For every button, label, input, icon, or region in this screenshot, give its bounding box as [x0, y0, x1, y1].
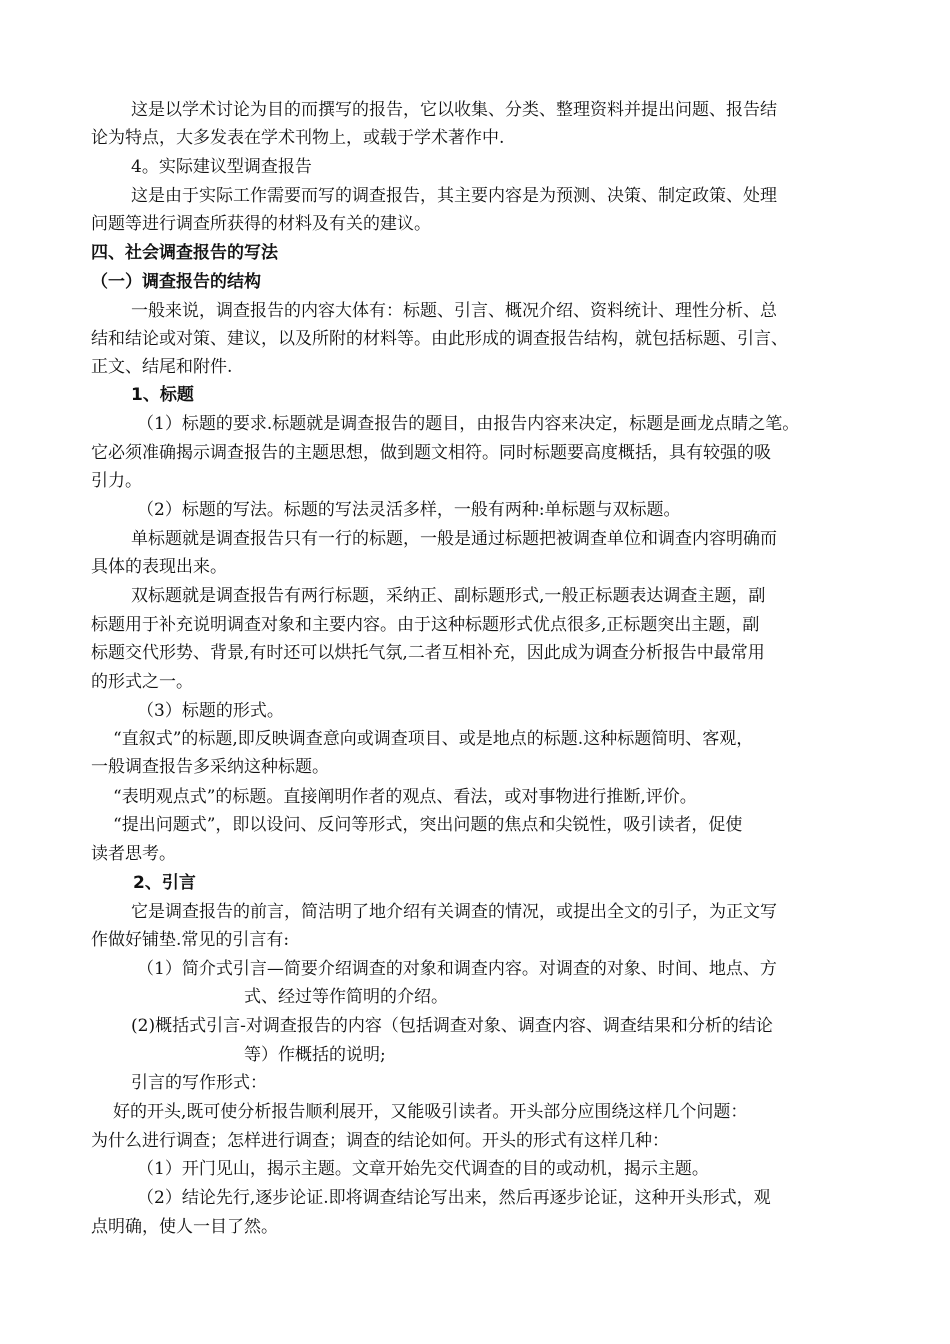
paragraph-line: “提出问题式”，即以设问、反问等形式，突出问题的焦点和尖锐性，吸引读者，促使: [113, 815, 743, 835]
section-heading: 四、社会调查报告的写法: [91, 243, 278, 263]
paragraph-line: （2）结论先行,逐步论证.即将调查结论写出来，然后再逐步论证，这种开头形式，观: [137, 1188, 771, 1208]
paragraph-line: 它必须准确揭示调查报告的主题思想，做到题文相符。同时标题要高度概括，具有较强的吸: [91, 443, 771, 463]
paragraph-line: （1）标题的要求.标题就是调查报告的题目，由报告内容来决定，标题是画龙点睛之笔。: [137, 414, 800, 434]
item-heading: 2、引言: [133, 873, 196, 893]
paragraph-line: 为什么进行调查；怎样进行调查；调查的结论如何。开头的形式有这样几种：: [91, 1131, 669, 1151]
paragraph-line: 点明确，使人一目了然。: [91, 1217, 278, 1237]
paragraph-line: （2）标题的写法。标题的写法灵活多样，一般有两种:单标题与双标题。: [137, 500, 681, 520]
paragraph-line: 一般来说，调查报告的内容大体有：标题、引言、概况介绍、资料统计、理性分析、总: [131, 301, 777, 321]
item-heading: 1、标题: [131, 385, 194, 405]
paragraph-line: 论为特点，大多发表在学术刊物上，或载于学术著作中.: [91, 128, 505, 148]
paragraph-line: 结和结论或对策、建议，以及所附的材料等。由此形成的调查报告结构，就包括标题、引言、: [91, 329, 788, 349]
paragraph-line: 单标题就是调查报告只有一行的标题，一般是通过标题把被调查单位和调查内容明确而: [131, 529, 777, 549]
paragraph-line: 作做好铺垫.常见的引言有:: [91, 930, 290, 950]
paragraph-line: 一般调查报告多采纳这种标题。: [91, 757, 329, 777]
paragraph-line: 引力。: [91, 471, 142, 491]
paragraph-line: 式、经过等作简明的介绍。: [244, 987, 448, 1007]
paragraph-line: 这是由于实际工作需要而写的调查报告，其主要内容是为预测、决策、制定政策、处理: [131, 186, 777, 206]
paragraph-line: 双标题就是调查报告有两行标题，采纳正、副标题形式,一般正标题表达调查主题，副: [131, 586, 766, 606]
paragraph-line: 4。实际建议型调查报告: [131, 157, 312, 177]
paragraph-line: 正文、结尾和附件.: [91, 357, 233, 377]
paragraph-line: （3）标题的形式。: [137, 701, 284, 721]
paragraph-line: “表明观点式”的标题。直接阐明作者的观点、看法，或对事物进行推断,评价。: [113, 787, 697, 807]
paragraph-line: 问题等进行调查所获得的材料及有关的建议。: [91, 214, 431, 234]
paragraph-line: “直叙式”的标题,即反映调查意向或调查项目、或是地点的标题.这种标题简明、客观，: [113, 729, 754, 749]
paragraph-line: 读者思考。: [91, 844, 176, 864]
paragraph-line: (2)概括式引言-对调查报告的内容（包括调查对象、调查内容、调查结果和分析的结论: [131, 1016, 773, 1036]
paragraph-line: 等）作概括的说明;: [244, 1045, 386, 1065]
paragraph-line: （1）开门见山，揭示主题。文章开始先交代调查的目的或动机，揭示主题。: [137, 1159, 709, 1179]
paragraph-line: 标题用于补充说明调查对象和主要内容。由于这种标题形式优点很多,正标题突出主题，副: [91, 615, 760, 635]
paragraph-line: 它是调查报告的前言，简洁明了地介绍有关调查的情况，或提出全文的引子，为正文写: [131, 902, 777, 922]
paragraph-line: 的形式之一。: [91, 672, 193, 692]
paragraph-line: 好的开头,既可使分析报告顺利展开，又能吸引读者。开头部分应围绕这样几个问题：: [113, 1102, 748, 1122]
paragraph-line: 这是以学术讨论为目的而撰写的报告，它以收集、分类、整理资料并提出问题、报告结: [131, 100, 777, 120]
paragraph-line: （1）简介式引言—简要介绍调查的对象和调查内容。对调查的对象、时间、地点、方: [137, 959, 777, 979]
paragraph-line: 引言的写作形式：: [131, 1073, 267, 1093]
paragraph-line: 具体的表现出来。: [91, 557, 227, 577]
subsection-heading: （一）调查报告的结构: [91, 272, 261, 292]
paragraph-line: 标题交代形势、背景,有时还可以烘托气氛,二者互相补充，因此成为调查分析报告中最常用: [91, 643, 765, 663]
